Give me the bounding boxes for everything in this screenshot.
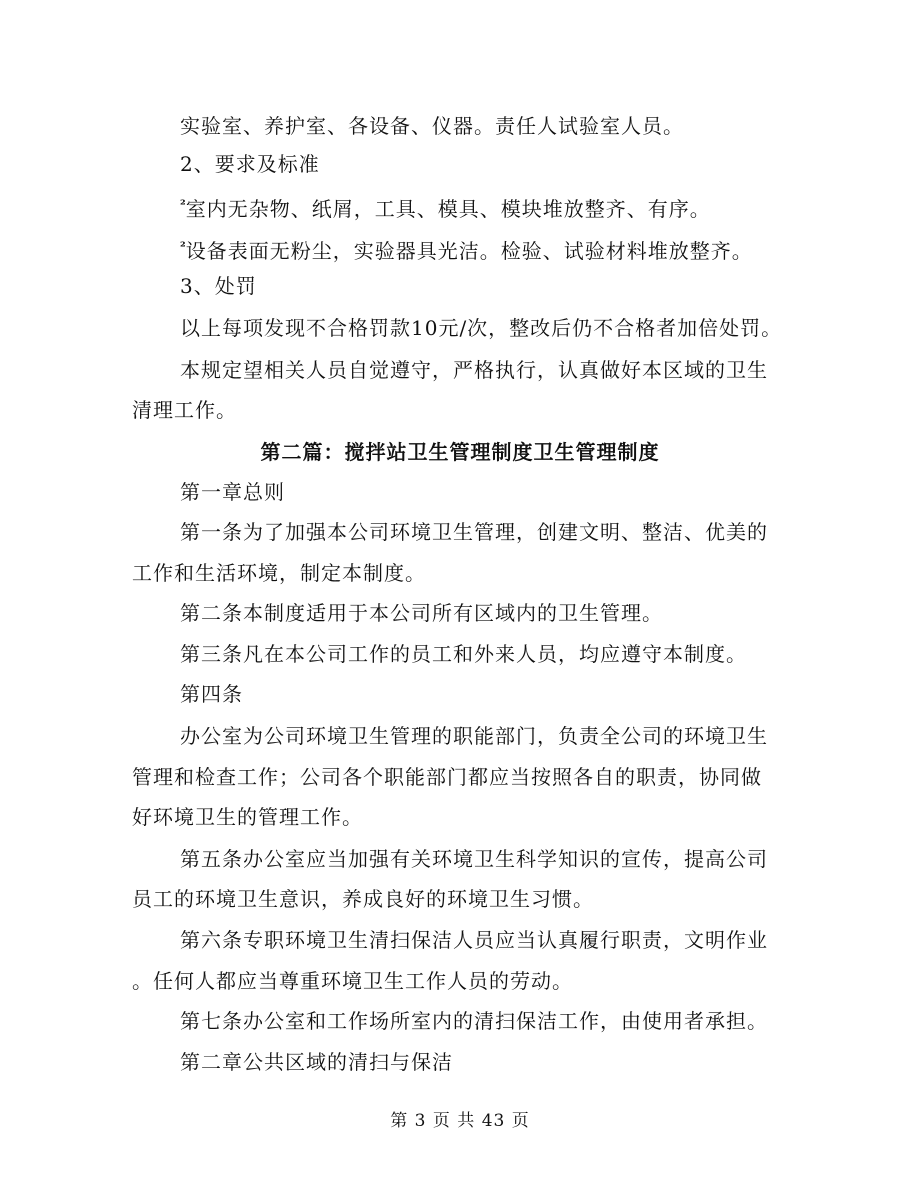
article-7: 第七条办公室和工作场所室内的清扫保洁工作，由使用者承担。	[180, 1009, 768, 1033]
article-5-cont: 员工的环境卫生意识，养成良好的环境卫生习惯。	[132, 887, 594, 911]
chapter-heading-public: 第二章公共区域的清扫与保洁	[180, 1050, 453, 1074]
bullet-text: 设备表面无粉尘，实验器具光洁。检验、试验材料堆放整齐。	[185, 239, 753, 263]
bullet-item-equipment	[180, 236, 753, 263]
paragraph-penalty: 以上每项发现不合格罚款10元/次，整改后仍不合格者加倍处罚。	[180, 316, 783, 340]
bullet-item-room	[180, 194, 711, 221]
article-4-cont-2: 好环境卫生的管理工作。	[132, 805, 363, 829]
paragraph-responsibility: 实验室、养护室、各设备、仪器。责任人试验室人员。	[180, 114, 684, 138]
heading-requirements: 2、要求及标准	[180, 152, 320, 176]
article-6-cont: 。任何人都应当尊重环境卫生工作人员的劳动。	[132, 969, 573, 993]
article-6: 第六条专职环境卫生清扫保洁人员应当认真履行职责，文明作业	[180, 928, 768, 952]
article-1-cont: 工作和生活环境，制定本制度。	[132, 561, 426, 585]
bullet-marker: ²	[180, 240, 186, 255]
heading-penalty: 3、处罚	[180, 274, 257, 298]
bullet-marker: ²	[180, 198, 186, 213]
article-4-text: 办公室为公司环境卫生管理的职能部门，负责全公司的环境卫生	[180, 724, 768, 748]
section-title: 第二篇：搅拌站卫生管理制度卫生管理制度	[260, 440, 660, 464]
article-4-cont-1: 管理和检查工作；公司各个职能部门都应当按照各自的职责，协同做	[132, 765, 762, 789]
article-1: 第一条为了加强本公司环境卫生管理，创建文明、整洁、优美的	[180, 520, 768, 544]
paragraph-compliance-cont: 清理工作。	[132, 398, 237, 422]
article-4-heading: 第四条	[180, 682, 243, 706]
bullet-text: 室内无杂物、纸屑，工具、模具、模块堆放整齐、有序。	[185, 197, 711, 221]
paragraph-compliance: 本规定望相关人员自觉遵守，严格执行，认真做好本区域的卫生	[180, 358, 768, 382]
page-footer: 第 3 页 共 43 页	[390, 1111, 530, 1131]
chapter-heading-general: 第一章总则	[180, 480, 285, 504]
article-3: 第三条凡在本公司工作的员工和外来人员，均应遵守本制度。	[180, 642, 747, 666]
article-5: 第五条办公室应当加强有关环境卫生科学知识的宣传，提高公司	[180, 847, 768, 871]
article-2: 第二条本制度适用于本公司所有区域内的卫生管理。	[180, 601, 663, 625]
